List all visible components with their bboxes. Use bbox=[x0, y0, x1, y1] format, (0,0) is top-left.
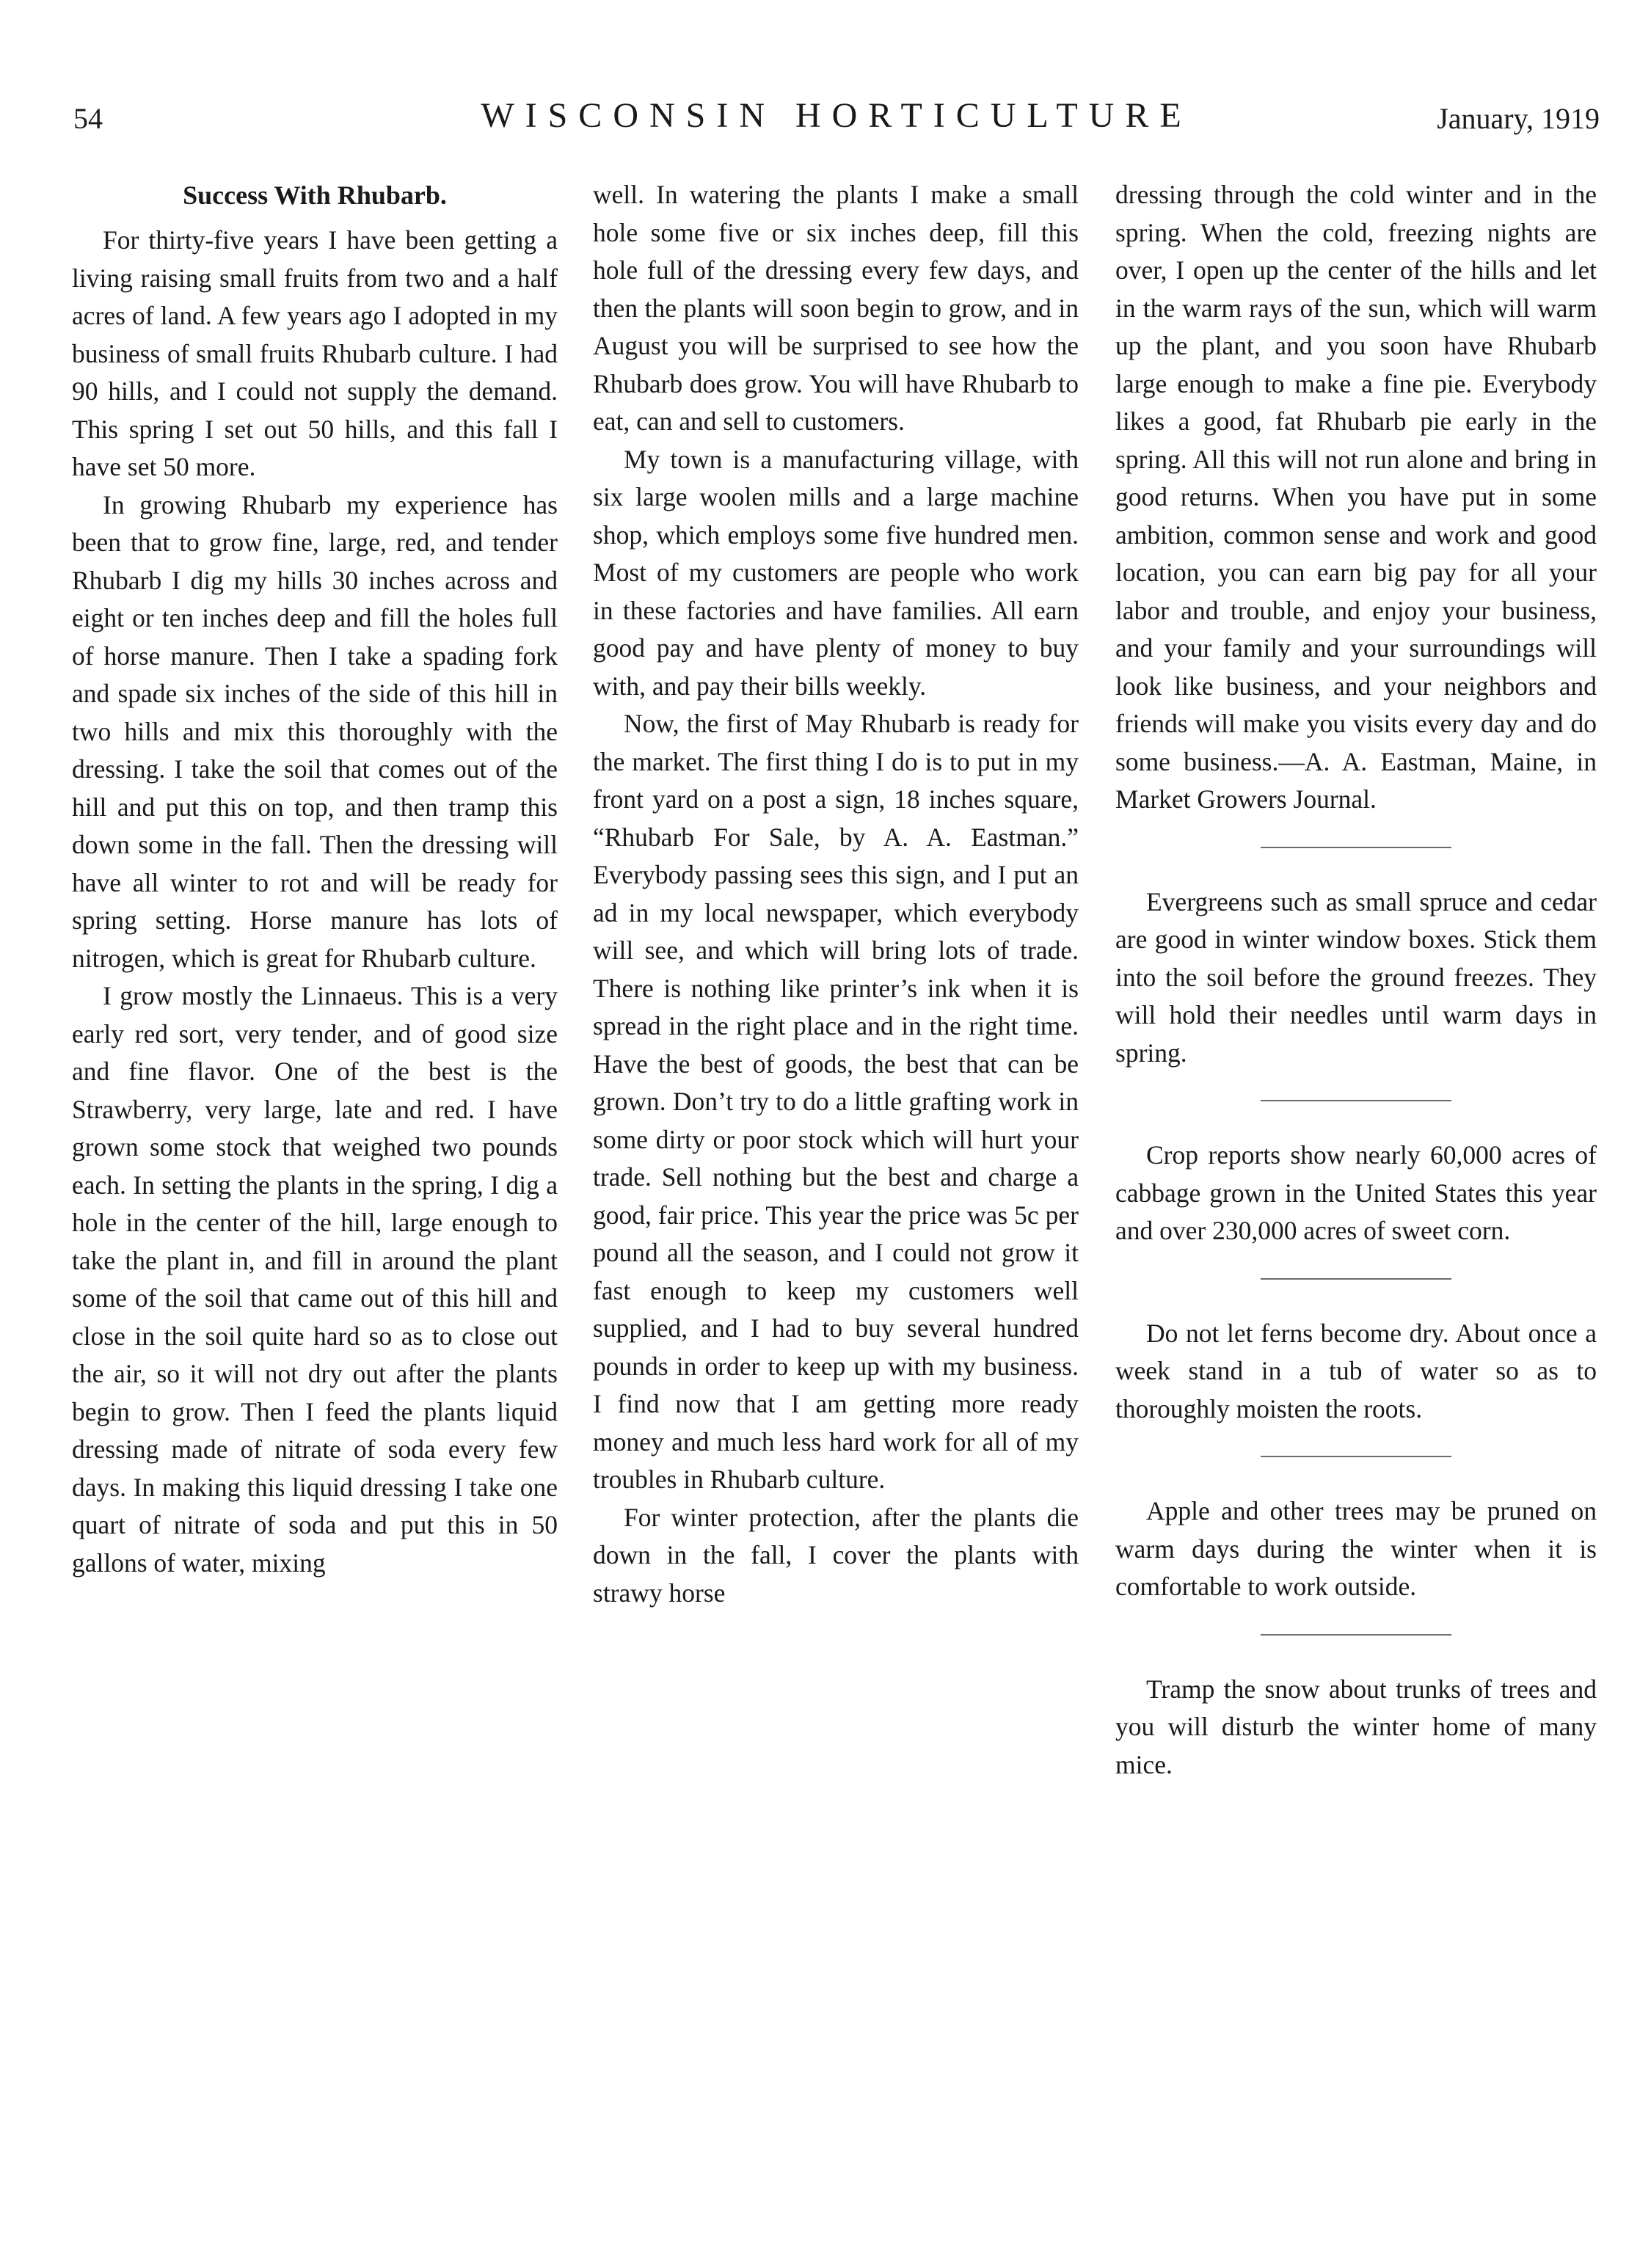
article-paragraph: For thirty-five years I have been getting a living raising small fruits from two and a half acres of land. A few years ago I adopted in my business of small fruits Rhubarb culture. I had 90 hills, and I could not supply the demand. This spring I set out 50 hills, and this fall I have set 50 more. bbox=[72, 225, 558, 481]
article-title: Success With Rhubarb. bbox=[183, 181, 447, 210]
note bbox=[1115, 1137, 1597, 1250]
divider bbox=[1261, 1100, 1451, 1101]
note bbox=[1115, 1671, 1597, 1784]
article-paragraph: My town is a manufacturing village, with six large woolen mills and a large machine shop, which employs some five hundred men. Most of my customers are people who work in these factories and have families. All earn good pay and have plenty of money to buy with, and pay their bills weekly. bbox=[593, 444, 1079, 701]
divider bbox=[1261, 847, 1451, 848]
note bbox=[1115, 1492, 1597, 1606]
journal-title: WISCONSIN HORTICULTURE bbox=[481, 96, 1192, 135]
article-paragraph: Now, the first of May Rhubarb is ready for the market. The first thing I do is to put in my front yard on a post a sign, 18 inches square, “Rhubarb For Sale, by A. A. Eastman.” Everybody passing sees this sign, and I put an ad in my local newspaper, which everybody will see, and which will bring lots of trade. There is nothing like printer’s ink when it is spread in the right place and in the right time. Have the best of goods, the best that can be grown. Don’t try to do a little grafting work in some dirty or poor stock which will hurt your trade. Sell nothing but the best and charge a good, fair price. This year the price was 5c per pound all the season, and I could not grow it fast enough to keep my customers well supplied, and I had to buy several hundred pounds in order to keep up with my business. I find now that I am getting more ready money and much less hard work for all of my troubles in Rhubarb culture. bbox=[593, 709, 1079, 1494]
article-paragraph: I grow mostly the Linnaeus. This is a very early red sort, very tender, and of good size and fine flavor. One of the best is the Strawberry, very large, late and red. I have grown some stock that weighed two pounds each. In setting the plants in the spring, I dig a hole in the center of the hill, large enough to take the plant in, and fill in around the plant some of the soil that came out of this hill and close in the soil quite hard so as to close out the air, so it will not dry out after the plants begin to grow. Then I feed the plants liquid dressing made of nitrate of soda every few days. In making this liquid dressing I take one quart of nitrate of soda and put this in 50 gallons of water, mixing bbox=[72, 981, 558, 1578]
article-paragraph: well. In watering the plants I make a small hole some five or six inches deep, fill this hole full of the dressing every few days, and then the plants will soon begin to grow, and in August you will be surprised to see how the Rhubarb does grow. You will have Rhubarb to eat, can and sell to customers. bbox=[593, 180, 1079, 436]
column-1 bbox=[72, 176, 558, 1582]
note-text: Do not let ferns become dry. About once a week stand in a tub of water so as to thoroughly moisten the roots. bbox=[1115, 1318, 1597, 1423]
column-3 bbox=[1115, 176, 1597, 1784]
article-paragraph: In growing Rhubarb my experience has been that to grow fine, large, red, and tender Rhubarb I dig my hills 30 inches across and eight or ten inches deep and fill the holes full of horse manure. Then I take a spading fork and spade six inches of the side of this hill in two hills and mix this thoroughly with the dressing. I take the soil that comes out of the hill and put this on top, and then tramp this down some in the fall. Then the dressing will have all winter to rot and will be ready for spring setting. Horse manure has lots of nitrogen, which is great for Rhubarb culture. bbox=[72, 489, 558, 973]
note-text: Apple and other trees may be pruned on warm days during the winter when it is comfortable to work outside. bbox=[1115, 1496, 1597, 1601]
column-2 bbox=[593, 176, 1079, 1612]
divider bbox=[1261, 1278, 1451, 1280]
divider bbox=[1261, 1634, 1451, 1636]
note bbox=[1115, 883, 1597, 1073]
divider bbox=[1261, 1456, 1451, 1457]
article-paragraph: For winter protection, after the plants die down in the fall, I cover the plants with strawy horse bbox=[593, 1502, 1079, 1608]
page-header bbox=[73, 95, 1600, 147]
issue-date: January, 1919 bbox=[1437, 102, 1600, 135]
page-number: 54 bbox=[73, 102, 103, 135]
note-text: Crop reports show nearly 60,000 acres of cabbage grown in the United States this year and over 230,000 acres of sweet corn. bbox=[1115, 1140, 1597, 1245]
article-paragraph: dressing through the cold winter and in the spring. When the cold, freezing nights are over, I open up the center of the hills and let in the warm rays of the sun, which will warm up the plant, and you soon have Rhubarb large enough to make a fine pie. Everybody likes a good, fat Rhubarb pie early in the spring. All this will not run alone and bring in good returns. When you have put in some ambition, common sense and work and good location, you can earn big pay for all your labor and trouble, and enjoy your business, and your family and your surroundings will look like business, and your neighbors and friends will make you visits every day and do some business.—A. A. Eastman, Maine, in Market Growers Journal. bbox=[1115, 180, 1597, 814]
note-text: Evergreens such as small spruce and cedar are good in winter window boxes. Stick them into the soil before the ground freezes. They will hold their needles until warm days in spring. bbox=[1115, 886, 1597, 1068]
note bbox=[1115, 1315, 1597, 1429]
note-text: Tramp the snow about trunks of trees and you will disturb the winter home of many mice. bbox=[1115, 1674, 1597, 1779]
